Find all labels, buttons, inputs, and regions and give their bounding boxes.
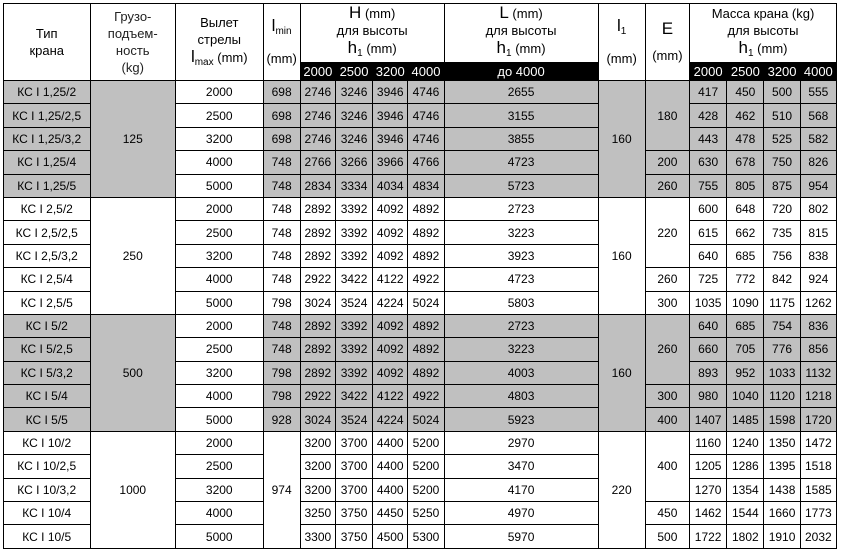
H-cell: 4400	[373, 431, 408, 454]
L-cell: 2655	[444, 81, 598, 104]
H-cell: 4766	[408, 151, 444, 174]
table-row	[4, 314, 837, 337]
mass-cell: 980	[690, 385, 727, 408]
H-cell: 3246	[335, 104, 372, 127]
mass-cell: 1132	[800, 361, 836, 384]
mass-cell: 1802	[727, 525, 764, 548]
L-cell: 4970	[444, 502, 598, 525]
lmin-cell: 748	[263, 174, 300, 197]
E-cell: 400	[645, 431, 689, 501]
mass-cell: 443	[690, 127, 727, 150]
lmin-cell: 748	[263, 244, 300, 267]
H-cell: 4450	[373, 502, 408, 525]
H-cell: 4834	[408, 174, 444, 197]
H-cell: 5200	[408, 455, 444, 478]
H-cell: 5300	[408, 525, 444, 548]
mass-cell: 720	[764, 197, 800, 220]
crane-type: КС I 1,25/3,2	[4, 127, 91, 150]
lmin-cell: 748	[263, 268, 300, 291]
header-mass-3200: 3200	[764, 63, 800, 81]
H-cell: 4092	[373, 361, 408, 384]
lmax-cell: 3200	[176, 361, 264, 384]
mass-cell: 772	[727, 268, 764, 291]
l1-cell: 160	[598, 197, 645, 314]
L-cell: 2970	[444, 431, 598, 454]
mass-cell: 924	[800, 268, 836, 291]
mass-cell: 1910	[764, 525, 800, 548]
mass-cell: 1240	[727, 431, 764, 454]
H-cell: 4746	[408, 81, 444, 104]
crane-type: КС I 5/2,5	[4, 338, 91, 361]
H-cell: 3392	[335, 244, 372, 267]
crane-type: КС I 10/2	[4, 431, 91, 454]
lmax-cell: 5000	[176, 408, 264, 431]
mass-cell: 428	[690, 104, 727, 127]
H-cell: 3300	[300, 525, 335, 548]
mass-cell: 1472	[800, 431, 836, 454]
H-cell: 3024	[300, 291, 335, 314]
lmin-cell: 698	[263, 104, 300, 127]
crane-spec-table	[3, 3, 837, 549]
lmin-cell: 698	[263, 127, 300, 150]
table-row	[4, 197, 837, 220]
mass-cell: 842	[764, 268, 800, 291]
L-cell: 4723	[444, 268, 598, 291]
L-cell: 3223	[444, 221, 598, 244]
E-cell: 400	[645, 408, 689, 431]
mass-cell: 725	[690, 268, 727, 291]
header-E: E (mm)	[645, 4, 689, 81]
mass-cell: 802	[800, 197, 836, 220]
H-cell: 4892	[408, 244, 444, 267]
mass-cell: 1485	[727, 408, 764, 431]
L-cell: 4003	[444, 361, 598, 384]
capacity-cell: 500	[90, 314, 176, 431]
lmin-cell: 748	[263, 197, 300, 220]
mass-cell: 525	[764, 127, 800, 150]
mass-cell: 648	[727, 197, 764, 220]
H-cell: 4400	[373, 478, 408, 501]
lmin-cell: 928	[263, 408, 300, 431]
mass-cell: 1585	[800, 478, 836, 501]
header-reach-lmax: Вылет стрелы $l_{max}$ (mm)	[176, 4, 264, 81]
lmax-cell: 2000	[176, 431, 264, 454]
mass-cell: 662	[727, 221, 764, 244]
mass-cell: 1270	[690, 478, 727, 501]
mass-cell: 1350	[764, 431, 800, 454]
lmax-cell: 5000	[176, 291, 264, 314]
mass-cell: 1722	[690, 525, 727, 548]
H-cell: 3392	[335, 338, 372, 361]
H-cell: 2892	[300, 197, 335, 220]
lmin-cell: 748	[263, 338, 300, 361]
H-cell: 3700	[335, 478, 372, 501]
mass-cell: 1462	[690, 502, 727, 525]
E-cell: 500	[645, 525, 689, 548]
mass-cell: 417	[690, 81, 727, 104]
capacity-cell: 1000	[90, 431, 176, 548]
lmax-cell: 2500	[176, 221, 264, 244]
mass-cell: 478	[727, 127, 764, 150]
mass-cell: 954	[800, 174, 836, 197]
header-H-3200: 3200	[373, 63, 408, 81]
H-cell: 3946	[373, 104, 408, 127]
mass-cell: 756	[764, 244, 800, 267]
H-cell: 5200	[408, 431, 444, 454]
H-cell: 3392	[335, 314, 372, 337]
mass-cell: 1438	[764, 478, 800, 501]
mass-cell: 776	[764, 338, 800, 361]
H-cell: 2892	[300, 338, 335, 361]
mass-cell: 754	[764, 314, 800, 337]
crane-type: КС I 1,25/2,5	[4, 104, 91, 127]
mass-cell: 735	[764, 221, 800, 244]
lmax-cell: 5000	[176, 174, 264, 197]
capacity-cell: 125	[90, 81, 176, 198]
lmin-cell: 748	[263, 221, 300, 244]
mass-cell: 1395	[764, 455, 800, 478]
l1-cell: 160	[598, 314, 645, 431]
H-cell: 3392	[335, 197, 372, 220]
L-cell: 3155	[444, 104, 598, 127]
header-mass: Масса крана (kg) для высоты $h_1$ (mm)	[690, 4, 837, 63]
L-cell: 5723	[444, 174, 598, 197]
L-cell: 5803	[444, 291, 598, 314]
H-cell: 4092	[373, 314, 408, 337]
mass-cell: 705	[727, 338, 764, 361]
lmax-cell: 3200	[176, 244, 264, 267]
H-cell: 3946	[373, 127, 408, 150]
H-cell: 4892	[408, 361, 444, 384]
mass-cell: 1040	[727, 385, 764, 408]
mass-cell: 750	[764, 151, 800, 174]
H-cell: 3246	[335, 81, 372, 104]
H-cell: 3700	[335, 431, 372, 454]
mass-cell: 500	[764, 81, 800, 104]
table-row	[4, 431, 837, 454]
mass-cell: 1090	[727, 291, 764, 314]
mass-cell: 510	[764, 104, 800, 127]
L-cell: 4803	[444, 385, 598, 408]
mass-cell: 678	[727, 151, 764, 174]
H-cell: 4746	[408, 104, 444, 127]
mass-cell: 2032	[800, 525, 836, 548]
E-cell: 300	[645, 291, 689, 314]
H-cell: 2922	[300, 385, 335, 408]
crane-type: КС I 2,5/4	[4, 268, 91, 291]
H-cell: 4746	[408, 127, 444, 150]
H-cell: 3524	[335, 291, 372, 314]
H-cell: 3250	[300, 502, 335, 525]
l1-cell: 160	[598, 81, 645, 198]
lmax-cell: 2000	[176, 314, 264, 337]
crane-type: КС I 10/3,2	[4, 478, 91, 501]
crane-type: КС I 5/5	[4, 408, 91, 431]
mass-cell: 1286	[727, 455, 764, 478]
lmax-cell: 2500	[176, 104, 264, 127]
H-cell: 4400	[373, 455, 408, 478]
lmax-cell: 2500	[176, 455, 264, 478]
mass-cell: 1598	[764, 408, 800, 431]
H-cell: 4034	[373, 174, 408, 197]
H-cell: 3422	[335, 385, 372, 408]
L-cell: 4170	[444, 478, 598, 501]
mass-cell: 630	[690, 151, 727, 174]
mass-cell: 1035	[690, 291, 727, 314]
H-cell: 4892	[408, 338, 444, 361]
mass-cell: 815	[800, 221, 836, 244]
mass-cell: 836	[800, 314, 836, 337]
crane-type: КС I 1,25/2	[4, 81, 91, 104]
header-type: Тип крана	[4, 4, 91, 81]
mass-cell: 1160	[690, 431, 727, 454]
crane-type: КС I 10/4	[4, 502, 91, 525]
H-cell: 2892	[300, 314, 335, 337]
H-cell: 4224	[373, 291, 408, 314]
header-H: H (mm) для высоты $h_1$ (mm)	[300, 4, 444, 63]
header-H-2500: 2500	[335, 63, 372, 81]
header-H-2000: 2000	[300, 63, 335, 81]
L-cell: 3470	[444, 455, 598, 478]
header-mass-2500: 2500	[727, 63, 764, 81]
E-cell: 260	[645, 268, 689, 291]
H-cell: 4122	[373, 268, 408, 291]
H-cell: 3750	[335, 525, 372, 548]
mass-cell: 660	[690, 338, 727, 361]
mass-cell: 582	[800, 127, 836, 150]
table-row	[4, 81, 837, 104]
header-mass-2000: 2000	[690, 63, 727, 81]
H-cell: 2746	[300, 104, 335, 127]
lmax-cell: 4000	[176, 502, 264, 525]
lmin-cell: 748	[263, 151, 300, 174]
mass-cell: 685	[727, 314, 764, 337]
mass-cell: 1407	[690, 408, 727, 431]
mass-cell: 952	[727, 361, 764, 384]
E-cell: 300	[645, 385, 689, 408]
L-cell: 3923	[444, 244, 598, 267]
lmax-cell: 4000	[176, 268, 264, 291]
header-l1: $l_1$ (mm)	[598, 4, 645, 81]
H-cell: 5250	[408, 502, 444, 525]
H-cell: 3200	[300, 455, 335, 478]
mass-cell: 1354	[727, 478, 764, 501]
crane-type: КС I 2,5/2	[4, 197, 91, 220]
lmin-cell: 698	[263, 81, 300, 104]
H-cell: 2892	[300, 221, 335, 244]
H-cell: 3392	[335, 221, 372, 244]
H-cell: 5024	[408, 291, 444, 314]
H-cell: 4092	[373, 221, 408, 244]
mass-cell: 1773	[800, 502, 836, 525]
H-cell: 3392	[335, 361, 372, 384]
H-cell: 4092	[373, 244, 408, 267]
mass-cell: 755	[690, 174, 727, 197]
E-cell: 180	[645, 81, 689, 151]
lmax-cell: 4000	[176, 151, 264, 174]
L-cell: 3855	[444, 127, 598, 150]
mass-cell: 875	[764, 174, 800, 197]
H-cell: 3966	[373, 151, 408, 174]
E-cell: 260	[645, 174, 689, 197]
mass-cell: 1120	[764, 385, 800, 408]
H-cell: 4224	[373, 408, 408, 431]
L-cell: 2723	[444, 314, 598, 337]
H-cell: 3246	[335, 127, 372, 150]
L-cell: 4723	[444, 151, 598, 174]
mass-cell: 615	[690, 221, 727, 244]
H-cell: 3700	[335, 455, 372, 478]
lmin-cell: 748	[263, 314, 300, 337]
lmax-cell: 5000	[176, 525, 264, 548]
mass-cell: 555	[800, 81, 836, 104]
H-cell: 4092	[373, 338, 408, 361]
mass-cell: 1720	[800, 408, 836, 431]
header-mass-4000: 4000	[800, 63, 836, 81]
crane-type: КС I 1,25/4	[4, 151, 91, 174]
crane-type: КС I 10/2,5	[4, 455, 91, 478]
H-cell: 3200	[300, 478, 335, 501]
H-cell: 3200	[300, 431, 335, 454]
L-cell: 3223	[444, 338, 598, 361]
crane-type: КС I 1,25/5	[4, 174, 91, 197]
E-cell: 220	[645, 197, 689, 267]
mass-cell: 856	[800, 338, 836, 361]
header-L-height: до 4000	[444, 63, 598, 81]
H-cell: 2922	[300, 268, 335, 291]
E-cell: 260	[645, 314, 689, 384]
H-cell: 2834	[300, 174, 335, 197]
H-cell: 4892	[408, 197, 444, 220]
H-cell: 2746	[300, 81, 335, 104]
H-cell: 3946	[373, 81, 408, 104]
H-cell: 4092	[373, 197, 408, 220]
L-cell: 2723	[444, 197, 598, 220]
lmax-cell: 3200	[176, 127, 264, 150]
mass-cell: 1262	[800, 291, 836, 314]
header-L: L (mm) для высоты $h_1$ (mm)	[444, 4, 598, 63]
mass-cell: 1205	[690, 455, 727, 478]
H-cell: 2746	[300, 127, 335, 150]
H-cell: 3750	[335, 502, 372, 525]
l1-cell: 220	[598, 431, 645, 548]
mass-cell: 1218	[800, 385, 836, 408]
H-cell: 2892	[300, 361, 335, 384]
E-cell: 200	[645, 151, 689, 174]
crane-type: КС I 2,5/2,5	[4, 221, 91, 244]
capacity-cell: 250	[90, 197, 176, 314]
mass-cell: 805	[727, 174, 764, 197]
H-cell: 4500	[373, 525, 408, 548]
lmin-cell: 974	[263, 431, 300, 548]
header-row-top	[4, 4, 837, 63]
header-capacity: Грузо- подъем- ность (kg)	[90, 4, 176, 81]
H-cell: 5024	[408, 408, 444, 431]
lmin-cell: 798	[263, 385, 300, 408]
mass-cell: 1518	[800, 455, 836, 478]
H-cell: 3266	[335, 151, 372, 174]
mass-cell: 462	[727, 104, 764, 127]
H-cell: 3024	[300, 408, 335, 431]
mass-cell: 600	[690, 197, 727, 220]
mass-cell: 640	[690, 314, 727, 337]
mass-cell: 1544	[727, 502, 764, 525]
mass-cell: 893	[690, 361, 727, 384]
H-cell: 3422	[335, 268, 372, 291]
mass-cell: 685	[727, 244, 764, 267]
mass-cell: 1033	[764, 361, 800, 384]
H-cell: 2766	[300, 151, 335, 174]
crane-type: КС I 10/5	[4, 525, 91, 548]
lmax-cell: 2000	[176, 197, 264, 220]
mass-cell: 640	[690, 244, 727, 267]
mass-cell: 450	[727, 81, 764, 104]
L-cell: 5923	[444, 408, 598, 431]
H-cell: 4122	[373, 385, 408, 408]
lmin-cell: 798	[263, 361, 300, 384]
L-cell: 5970	[444, 525, 598, 548]
H-cell: 2892	[300, 244, 335, 267]
mass-cell: 1175	[764, 291, 800, 314]
crane-type: КС I 5/3,2	[4, 361, 91, 384]
E-cell: 450	[645, 502, 689, 525]
lmax-cell: 2500	[176, 338, 264, 361]
mass-cell: 1660	[764, 502, 800, 525]
H-cell: 4892	[408, 221, 444, 244]
H-cell: 4922	[408, 385, 444, 408]
lmax-cell: 2000	[176, 81, 264, 104]
crane-type: КС I 2,5/5	[4, 291, 91, 314]
lmin-cell: 798	[263, 291, 300, 314]
H-cell: 3334	[335, 174, 372, 197]
H-cell: 4922	[408, 268, 444, 291]
header-lmin: $l_{min}$ (mm)	[263, 4, 300, 81]
mass-cell: 826	[800, 151, 836, 174]
H-cell: 4892	[408, 314, 444, 337]
mass-cell: 568	[800, 104, 836, 127]
mass-cell: 838	[800, 244, 836, 267]
crane-type: КС I 5/2	[4, 314, 91, 337]
crane-type: КС I 5/4	[4, 385, 91, 408]
header-H-4000: 4000	[408, 63, 444, 81]
crane-type: КС I 2,5/3,2	[4, 244, 91, 267]
lmax-cell: 3200	[176, 478, 264, 501]
H-cell: 3524	[335, 408, 372, 431]
H-cell: 5200	[408, 478, 444, 501]
lmax-cell: 4000	[176, 385, 264, 408]
